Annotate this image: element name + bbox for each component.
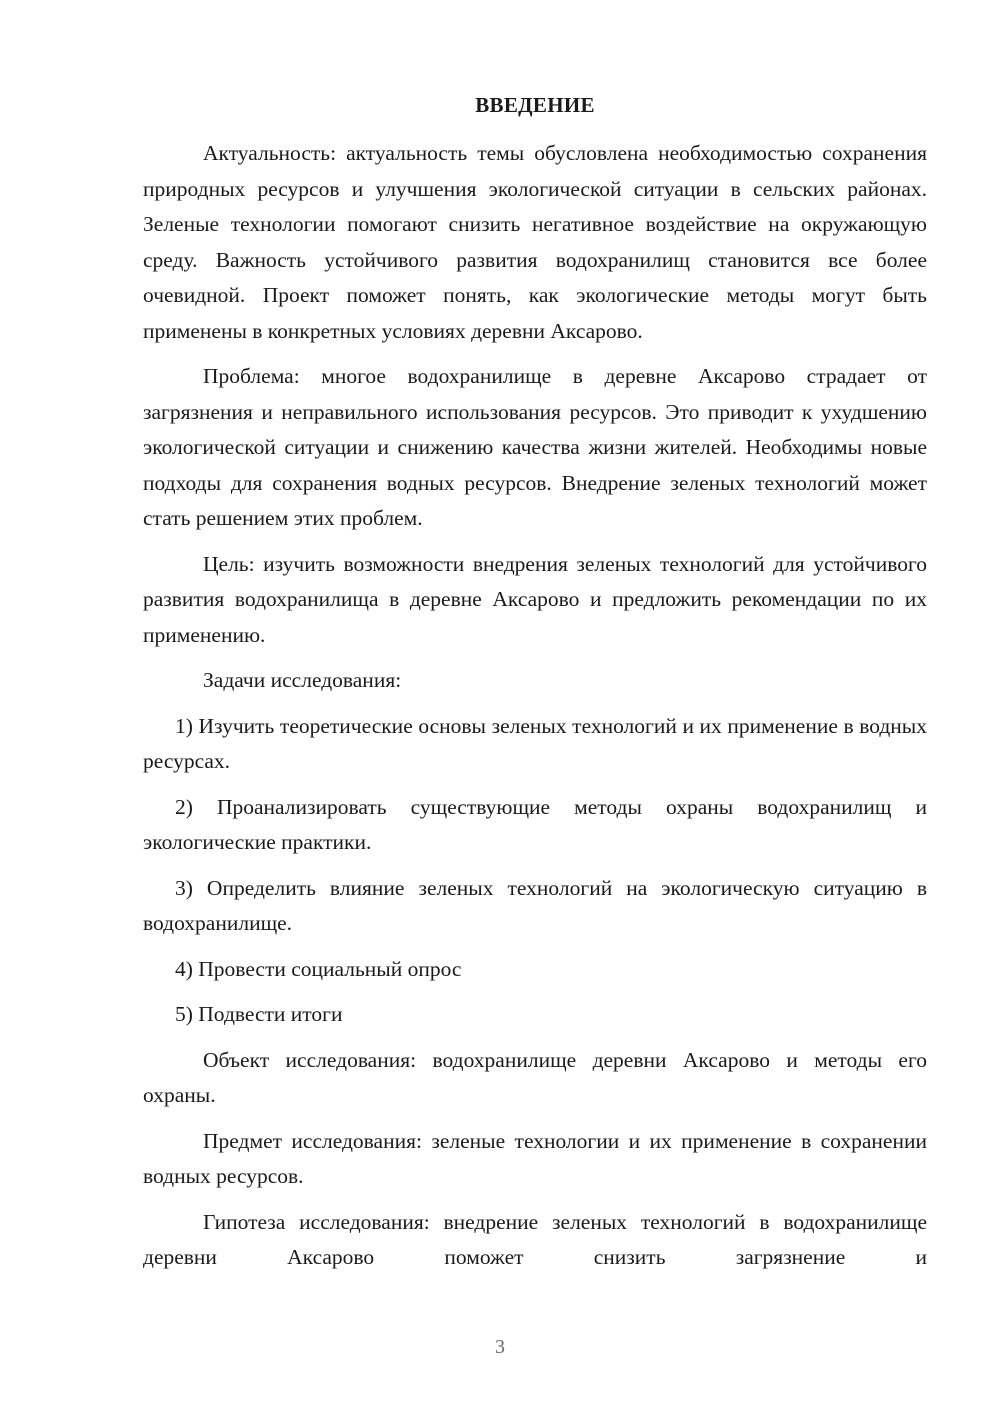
task-item-5: 5) Подвести итоги bbox=[175, 1002, 343, 1026]
paragraph-object: Объект исследования: водохранилище деревни Аксарово и методы его охраны. bbox=[143, 1047, 927, 1107]
paragraph-subject: Предмет исследования: зеленые технологии и их применение в сохранении водных ресурсов. bbox=[143, 1128, 927, 1188]
paragraph-relevance: Актуальность: актуальность темы обусловлена необходимостью сохранения природных ресурсов и улучшения экологической ситуации в сельских районах. Зеленые технологии помогают снизить негативное воздействие на окружающую среду. Важность устойчивого развития водохранилищ становится все более очевидной. Проект поможет понять, как экологические методы могут быть применены в конкретных условиях деревни Аксарово. bbox=[143, 141, 927, 343]
task-item-2: 2) Проанализировать существующие методы охраны водохранилищ и экологические практики. bbox=[143, 794, 927, 854]
section-title: ВВЕДЕНИЕ bbox=[475, 93, 595, 117]
document-page bbox=[143, 93, 927, 1286]
page-number: 3 bbox=[495, 1336, 505, 1358]
paragraph-hypothesis: Гипотеза исследования: внедрение зеленых технологий в водохранилище деревни Аксарово поможет снизить загрязнение и bbox=[143, 1209, 927, 1269]
task-item-3: 3) Определить влияние зеленых технологий на экологическую ситуацию в водохранилище. bbox=[143, 875, 927, 935]
task-item-1: 1) Изучить теоретические основы зеленых технологий и их применение в водных ресурсах. bbox=[143, 713, 927, 773]
paragraph-goal: Цель: изучить возможности внедрения зеленых технологий для устойчивого развития водохранилища в деревне Аксарово и предложить рекомендации по их применению. bbox=[143, 551, 927, 647]
paragraph-tasks-heading: Задачи исследования: bbox=[203, 668, 402, 692]
task-item-4: 4) Провести социальный опрос bbox=[175, 956, 462, 981]
paragraph-problem: Проблема: многое водохранилище в деревне Аксарово страдает от загрязнения и неправильного использования ресурсов. Это приводит к ухудшению экологической ситуации и снижению качества жизни жителей. Необходимы новые подходы для сохранения водных ресурсов. Внедрение зеленых технологий может стать решением этих проблем. bbox=[143, 364, 927, 530]
